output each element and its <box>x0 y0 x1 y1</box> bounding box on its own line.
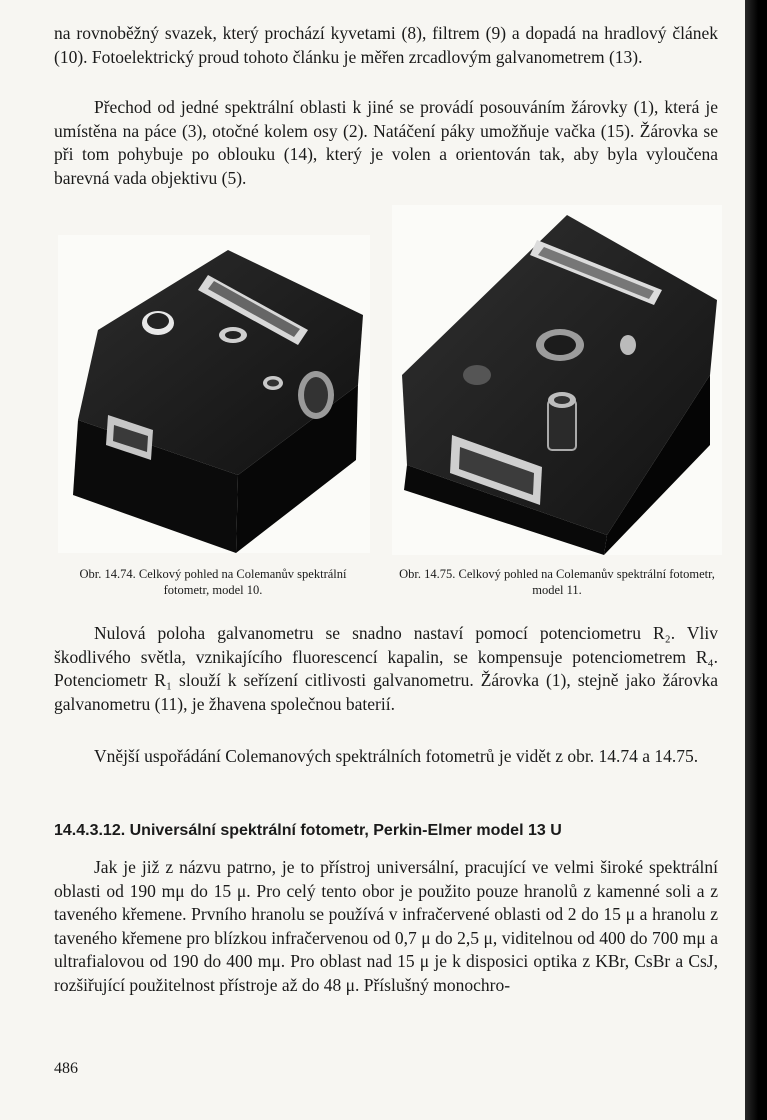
section-heading: 14.4.3.12. Universální spektrální fotometr, Perkin-Elmer model 13 U <box>54 822 562 839</box>
paragraph-intro: na rovnoběžný svazek, který prochází kyvetami (8), filtrem (9) a dopadá na hradlový článek (10). Fotoelektrický proud tohoto článku je měřen zrcadlovým galvanometrem (13). <box>54 23 718 67</box>
page-number: 486 <box>54 1060 78 1077</box>
paragraph-perkin-elmer: Jak je již z názvu patrno, je to přístroj universální, pracující ve velmi široké spektrální oblasti od 190 mμ do 15 μ. Pro celý tento obor je použito pouze hranolů z kamenné soli a z taveného křemene. Prvního hranolu se používá v infračervené oblasti od 2 do 15 μ a hranolu z taveného křemene pro blízkou infračervenou od 0,7 μ do 2,5 μ, viditelnou od 400 do 700 mμ a ultrafialovou od 190 do 400 mμ. Pro oblast nad 15 μ je k disposici optika z KBr, CsBr a CsJ, rozšiřující použitelnost přístroje až do 48 μ. Příslušný monochro- <box>54 857 718 995</box>
coleman-model-11-image <box>392 205 722 555</box>
coleman-model-10-image <box>58 235 370 553</box>
page-edge-shadow <box>745 0 767 1120</box>
paragraph-lamp-shift: Přechod od jedné spektrální oblasti k jiné se provádí posouváním žárovky (1), která je umístěna na páce (3), otočné kolem osy (2). Natáčení páky umožňuje vačka (15). Žárovka se při tom pohybuje po oblouku (14), který je volen a orientován tak, aby byla vyloučena barevná vada objektivu (5). <box>54 97 718 188</box>
photo-coleman-model-11 <box>392 205 722 555</box>
paragraph-galvanometer: Nulová poloha galvanometru se snadno nastaví pomocí potenciometru R₂. Vliv škodlivého světla, vznikajícího fluorescencí kapalin, se kompensuje potenciometrem R₄. Potenciometr R₁ slouží k seřízení citlivosti galvanometru. Žárovka (1), stejně jako žárovka galvanometru (11), je žhavena společnou baterií. <box>54 623 718 714</box>
photo-coleman-model-10 <box>58 235 370 553</box>
caption-figure-14-74: Obr. 14.74. Celkový pohled na Colemanův spektrální fotometr, model 10. <box>79 567 347 597</box>
caption-figure-14-75: Obr. 14.75. Celkový pohled na Colemanův spektrální fotometr, model 11. <box>399 567 715 597</box>
paragraph-external-layout: Vnější uspořádání Colemanových spektrálních fotometrů je vidět z obr. 14.74 a 14.75. <box>94 746 699 766</box>
